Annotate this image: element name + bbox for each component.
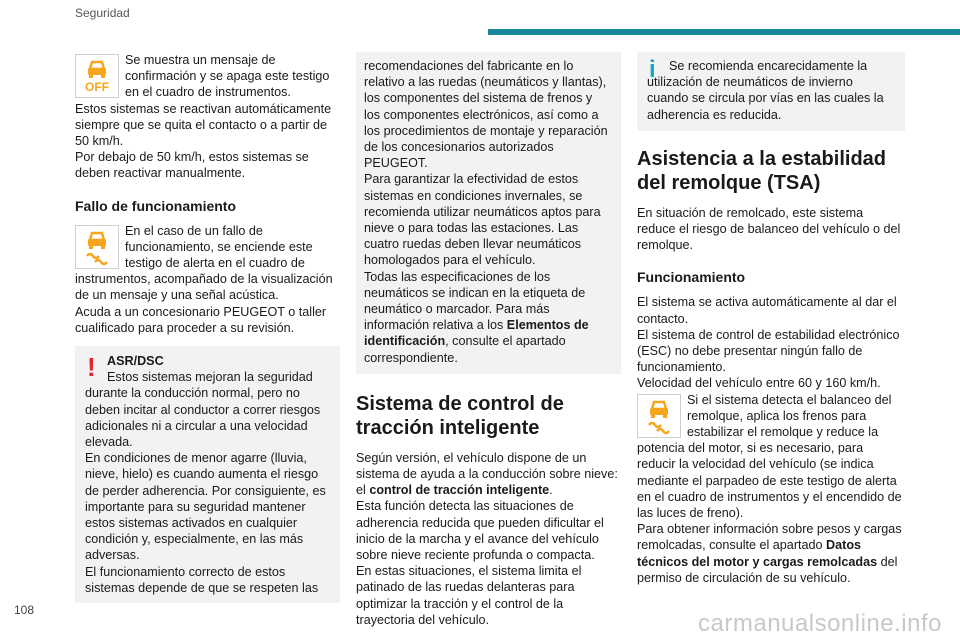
header-section-title: Seguridad: [75, 6, 130, 20]
text: testigo de alerta en el cuadro de instrumentos, acompañado de la visualización de un mensaje y una señal acústica.: [75, 256, 333, 303]
text: en el cuadro de instrumentos.: [125, 85, 291, 100]
tsa-paragraph: [637, 392, 905, 522]
text: Para obtener información sobre pesos y cargas remolcadas, consulte el apartado: [637, 522, 902, 553]
traction-paragraph: En estas situaciones, el sistema limita el patinado de las ruedas delanteras para optimizar la tracción y el control de la trayectoria del vehículo.: [356, 564, 582, 627]
weights-paragraph: [637, 521, 905, 586]
section-heading-tsa: Asistencia a la estabilidad del remolque (TSA): [637, 147, 886, 194]
text: , consulte el apartado correspondiente.: [364, 334, 566, 365]
column-left: [75, 52, 340, 603]
text: estabilizar el remolque y reduce la potencia del motor, si es necesario, para reducir la velocidad del vehículo (se indica mediante el parpadeo de este testigo de alerta en el cuadro de instrumentos y el encendido de las luces de freno).: [637, 425, 902, 521]
text: .: [549, 483, 553, 498]
warning-box-continued: [356, 52, 621, 374]
text-bold: control de tracción inteligente: [369, 483, 550, 498]
info-icon: i: [649, 56, 656, 83]
text: Estos sistemas mejoran la seguridad: [107, 370, 313, 385]
fault-heading: Fallo de funcionamiento: [75, 197, 237, 214]
column-right: [637, 52, 905, 586]
text: Si el sistema detecta el balanceo del: [687, 392, 892, 407]
text: Se recomienda encarecidamente la: [669, 59, 868, 73]
fault-service-paragraph: Acuda a un concesionario PEUGEOT o taller cualificado para proceder a su revisión.: [75, 304, 327, 335]
functioning-paragraph: El sistema se activa automáticamente al dar el contacto.: [637, 295, 897, 326]
functioning-heading: Funcionamiento: [637, 269, 746, 286]
text: En el caso de un fallo de: [125, 223, 263, 238]
exclamation-warning-icon: !: [87, 352, 96, 383]
warning-title: ASR/DSC: [107, 354, 164, 369]
page-number: 108: [14, 603, 35, 617]
fault-paragraph: [75, 223, 340, 304]
esc-off-paragraph: [75, 52, 340, 101]
text: Se muestra un mensaje de: [125, 53, 276, 67]
warning-paragraph: El funcionamiento correcto de estos sistemas depende de que se respeten las: [85, 564, 319, 595]
text: utilización de neumáticos de invierno cuando se circula por vías en las cuales la adherencia es reducida.: [647, 75, 884, 122]
text: durante la conducción normal, pero no deben incitar al conductor a correr riesgos adicionales ni a circular a una velocidad elevada.: [85, 386, 321, 450]
text: funcionamiento, se enciende este: [125, 239, 313, 254]
watermark: carmanualsonline.info: [698, 610, 942, 637]
esc-off-warning-icon: [75, 54, 119, 98]
tsa-intro-paragraph: En situación de remolcado, este sistema reduce el riesgo de balanceo del vehículo o del remolque.: [637, 205, 901, 253]
reactivation-paragraph: Estos sistemas se reactivan automáticamente siempre que se quita el contacto o a partir de 50 km/h.: [75, 101, 332, 149]
manual-reactivation-paragraph: Por debajo de 50 km/h, estos sistemas se deben reactivar manualmente.: [75, 150, 309, 181]
column-middle: [356, 52, 621, 628]
text: Todas las especificaciones de los neumáticos se indican en la etiqueta de neumático o marcador. Para más información relativa a los: [364, 269, 586, 333]
text: del permiso de circulación de su vehículo.: [637, 554, 898, 585]
winter-tyres-info-box: [637, 52, 905, 131]
warning-paragraph: Para garantizar la efectividad de estos sistemas en condiciones invernales, se recomienda utilizar neumáticos aptos para nieve o para todas las estaciones. Las cuatro ruedas deben llevar neumáticos homologados para el vehículo.: [364, 172, 601, 268]
text-bold: Datos técnicos del motor y cargas remolcadas: [637, 538, 878, 569]
esc-fault-warning-icon: [75, 225, 119, 269]
functioning-paragraph: Velocidad del vehículo entre 60 y 160 km/h.: [637, 376, 881, 391]
warning-paragraph: recomendaciones del fabricante en lo relativo a las ruedas (neumáticos y llantas), los componentes del sistema de frenos y los componentes electrónicos, así como a los procedimientos de montaje y reparación de los concesionarios autorizados PEUGEOT.: [364, 59, 608, 171]
asr-dsc-warning-box: [75, 346, 340, 603]
off-label: OFF: [85, 80, 109, 94]
traction-paragraph: Esta función detecta las situaciones de adherencia reducida que pueden dificultar el inicio de la marcha y el avance del vehículo sobre nieve reciente profunda o compacta.: [356, 499, 604, 563]
traction-paragraph: [356, 450, 621, 499]
section-heading-intelligent-traction: Sistema de control de tracción inteligente: [356, 392, 564, 439]
warning-paragraph: En condiciones de menor agarre (lluvia, nieve, hielo) es cuando aumenta el riesgo de perder adherencia. Por consiguiente, es importante para su seguridad mantener estos sistemas activados en cualquier condición y, especialmente, en las más adversas.: [85, 451, 326, 563]
text: Según versión, el vehículo dispone de un sistema de ayuda a la conducción sobre nieve: el: [356, 450, 618, 498]
header-accent-bar: [488, 29, 960, 35]
text: remolque, aplica los frenos para: [687, 408, 867, 423]
functioning-paragraph: El sistema de control de estabilidad electrónico (ESC) no debe presentar ningún fallo de funcionamiento.: [637, 327, 900, 375]
text-bold: Elementos de identificación: [364, 318, 589, 349]
esc-warning-icon: [637, 394, 681, 438]
text: confirmación y se apaga este testigo: [125, 69, 330, 84]
warning-paragraph: [364, 269, 611, 366]
